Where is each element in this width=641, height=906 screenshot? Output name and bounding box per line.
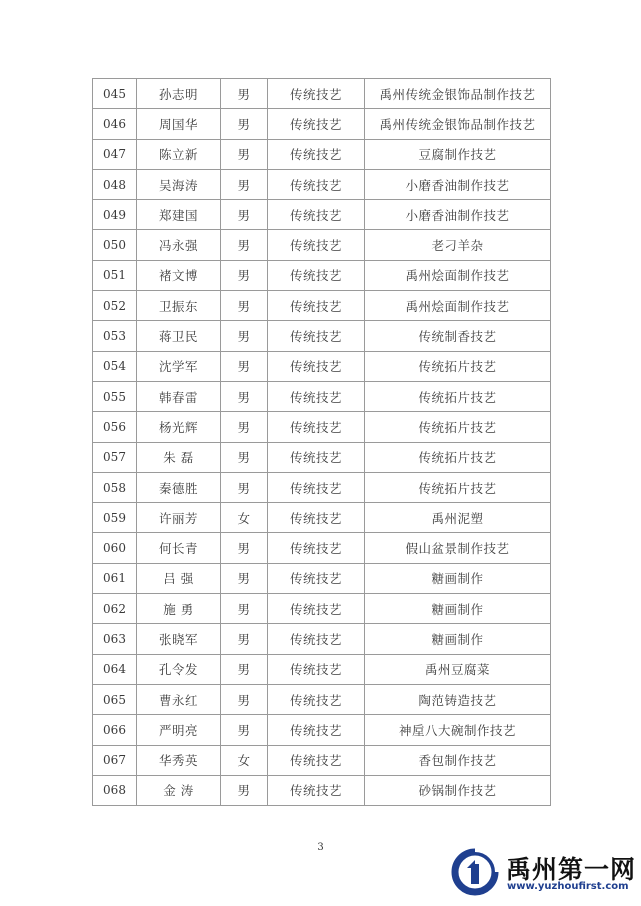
cell-category: 传统技艺 [268,654,365,684]
page-number: 3 [317,842,324,853]
cell-number: 067 [93,745,137,775]
cell-category: 传统技艺 [268,291,365,321]
table-row [93,200,551,230]
cell-category: 传统技艺 [268,684,365,714]
cell-project: 香包制作技艺 [365,745,551,775]
table-row [93,442,551,472]
cell-number: 047 [93,139,137,169]
cell-sex: 男 [221,291,268,321]
cell-category: 传统技艺 [268,109,365,139]
cell-sex: 男 [221,260,268,290]
cell-sex: 女 [221,503,268,533]
cell-number: 065 [93,684,137,714]
cell-sex: 男 [221,412,268,442]
cell-name: 张晓军 [137,624,221,654]
cell-category: 传统技艺 [268,200,365,230]
cell-project: 禹州豆腐菜 [365,654,551,684]
cell-number: 062 [93,594,137,624]
cell-project: 豆腐制作技艺 [365,139,551,169]
cell-name: 褚文博 [137,260,221,290]
cell-category: 传统技艺 [268,745,365,775]
cell-number: 064 [93,654,137,684]
cell-name: 何长青 [137,533,221,563]
table-row [93,472,551,502]
cell-number: 045 [93,79,137,109]
table-row [93,503,551,533]
cell-category: 传统技艺 [268,321,365,351]
cell-name: 卫振东 [137,291,221,321]
cell-sex: 男 [221,200,268,230]
cell-sex: 男 [221,775,268,805]
cell-name: 杨光辉 [137,412,221,442]
cell-number: 048 [93,169,137,199]
cell-name: 孙志明 [137,79,221,109]
cell-name: 秦德胜 [137,472,221,502]
table-row [93,260,551,290]
cell-project: 陶范铸造技艺 [365,684,551,714]
cell-project: 老刁羊杂 [365,230,551,260]
cell-sex: 男 [221,472,268,502]
cell-project: 禹州烩面制作技艺 [365,291,551,321]
cell-category: 传统技艺 [268,594,365,624]
cell-number: 068 [93,775,137,805]
cell-name: 郑建国 [137,200,221,230]
cell-sex: 男 [221,169,268,199]
cell-category: 传统技艺 [268,472,365,502]
cell-name: 许丽芳 [137,503,221,533]
table-row [93,230,551,260]
cell-name: 曹永红 [137,684,221,714]
cell-number: 049 [93,200,137,230]
logo-url[interactable]: www.yuzhoufirst.com [507,881,629,892]
cell-project: 糖画制作 [365,563,551,593]
cell-project: 传统制香技艺 [365,321,551,351]
table-row [93,563,551,593]
cell-sex: 男 [221,381,268,411]
cell-project: 神垕八大碗制作技艺 [365,715,551,745]
cell-name: 金 涛 [137,775,221,805]
inheritor-table-body [93,79,551,806]
cell-sex: 女 [221,745,268,775]
cell-sex: 男 [221,321,268,351]
table-row [93,351,551,381]
cell-name: 严明亮 [137,715,221,745]
table-row [93,321,551,351]
cell-sex: 男 [221,594,268,624]
cell-sex: 男 [221,442,268,472]
table-row [93,654,551,684]
cell-category: 传统技艺 [268,230,365,260]
cell-project: 禹州传统金银饰品制作技艺 [365,109,551,139]
cell-number: 056 [93,412,137,442]
table-row [93,291,551,321]
cell-name: 蒋卫民 [137,321,221,351]
table-row [93,139,551,169]
cell-name: 孔令发 [137,654,221,684]
table-row [93,533,551,563]
cell-number: 054 [93,351,137,381]
cell-sex: 男 [221,533,268,563]
cell-project: 小磨香油制作技艺 [365,200,551,230]
cell-number: 058 [93,472,137,502]
cell-project: 传统拓片技艺 [365,381,551,411]
cell-project: 假山盆景制作技艺 [365,533,551,563]
cell-sex: 男 [221,624,268,654]
cell-name: 冯永强 [137,230,221,260]
cell-sex: 男 [221,351,268,381]
cell-sex: 男 [221,109,268,139]
table-row [93,381,551,411]
cell-category: 传统技艺 [268,442,365,472]
cell-number: 061 [93,563,137,593]
cell-project: 传统拓片技艺 [365,351,551,381]
cell-number: 046 [93,109,137,139]
cell-project: 砂锅制作技艺 [365,775,551,805]
cell-number: 057 [93,442,137,472]
cell-number: 051 [93,260,137,290]
table-row [93,109,551,139]
cell-sex: 男 [221,654,268,684]
cell-sex: 男 [221,230,268,260]
cell-project: 糖画制作 [365,594,551,624]
site-logo[interactable] [450,847,637,897]
cell-project: 禹州烩面制作技艺 [365,260,551,290]
cell-number: 060 [93,533,137,563]
cell-category: 传统技艺 [268,624,365,654]
cell-number: 055 [93,381,137,411]
cell-name: 陈立新 [137,139,221,169]
logo-title: 禹州第一网 [506,855,637,884]
cell-project: 禹州泥塑 [365,503,551,533]
cell-name: 沈学军 [137,351,221,381]
cell-name: 朱 磊 [137,442,221,472]
cell-category: 传统技艺 [268,715,365,745]
cell-category: 传统技艺 [268,503,365,533]
table-row [93,715,551,745]
cell-number: 063 [93,624,137,654]
cell-name: 周国华 [137,109,221,139]
table-row [93,624,551,654]
cell-project: 禹州传统金银饰品制作技艺 [365,79,551,109]
cell-category: 传统技艺 [268,563,365,593]
cell-category: 传统技艺 [268,260,365,290]
cell-project: 传统拓片技艺 [365,442,551,472]
cell-number: 059 [93,503,137,533]
cell-sex: 男 [221,684,268,714]
cell-name: 华秀英 [137,745,221,775]
inheritor-table [92,78,551,806]
logo-mark-icon [450,847,500,897]
cell-sex: 男 [221,563,268,593]
cell-name: 韩春雷 [137,381,221,411]
cell-category: 传统技艺 [268,351,365,381]
cell-sex: 男 [221,715,268,745]
table-row [93,79,551,109]
cell-name: 吴海涛 [137,169,221,199]
table-row [93,594,551,624]
cell-category: 传统技艺 [268,139,365,169]
cell-category: 传统技艺 [268,169,365,199]
cell-number: 066 [93,715,137,745]
cell-project: 糖画制作 [365,624,551,654]
table-row [93,412,551,442]
cell-category: 传统技艺 [268,381,365,411]
cell-number: 050 [93,230,137,260]
cell-project: 小磨香油制作技艺 [365,169,551,199]
cell-category: 传统技艺 [268,412,365,442]
cell-number: 052 [93,291,137,321]
table-row [93,745,551,775]
cell-name: 施 勇 [137,594,221,624]
table-row [93,775,551,805]
cell-sex: 男 [221,139,268,169]
cell-number: 053 [93,321,137,351]
cell-category: 传统技艺 [268,79,365,109]
cell-category: 传统技艺 [268,775,365,805]
table-row [93,684,551,714]
cell-project: 传统拓片技艺 [365,412,551,442]
cell-project: 传统拓片技艺 [365,472,551,502]
cell-category: 传统技艺 [268,533,365,563]
cell-sex: 男 [221,79,268,109]
table-row [93,169,551,199]
cell-name: 吕 强 [137,563,221,593]
